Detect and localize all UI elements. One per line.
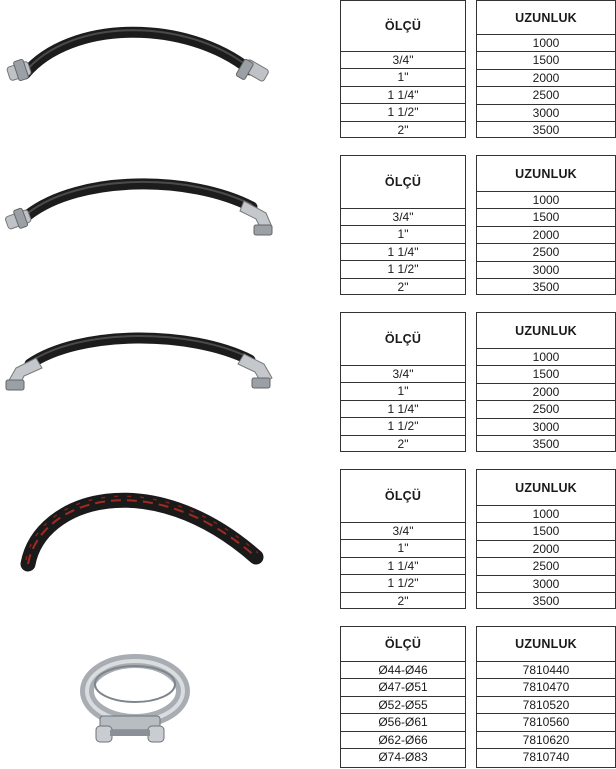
length-header: UZUNLUK — [477, 156, 615, 192]
length-cell: 2500 — [477, 401, 615, 418]
length-cell: 3000 — [477, 262, 615, 279]
size-cell: 1 1/4" — [341, 87, 465, 104]
product-row-2 — [0, 155, 616, 295]
length-cell: 7810440 — [477, 662, 615, 679]
length-cell: 2000 — [477, 227, 615, 244]
length-cell: 2000 — [477, 541, 615, 558]
size-cell: 3/4" — [341, 52, 465, 69]
size-cell: 1" — [341, 540, 465, 557]
size-cell: Ø47-Ø51 — [341, 679, 465, 696]
length-cell: 3500 — [532, 436, 560, 451]
hose-double-elbow-icon — [0, 312, 300, 452]
length-cell: 1000 — [477, 506, 615, 523]
length-cell: 7810520 — [477, 697, 615, 714]
size-cell: 2" — [397, 279, 409, 294]
length-cell: 2500 — [477, 558, 615, 575]
length-cell: 7810740 — [522, 749, 570, 764]
size-cell: 3/4" — [341, 366, 465, 383]
length-table — [476, 469, 616, 609]
length-cell: 7810620 — [477, 732, 615, 749]
size-cell: 1" — [341, 69, 465, 86]
length-cell: 2000 — [477, 384, 615, 401]
length-cell: 3500 — [532, 593, 560, 608]
size-table — [340, 155, 466, 295]
length-cell: 1500 — [477, 523, 615, 540]
size-cell: 2" — [397, 593, 409, 608]
hose-clamp-icon — [0, 626, 300, 766]
size-cell: 1 1/2" — [341, 575, 465, 592]
length-cell: 1500 — [477, 209, 615, 226]
size-cell: 1 1/2" — [341, 261, 465, 278]
length-cell: 3500 — [532, 122, 560, 137]
length-table — [476, 155, 616, 295]
size-cell: 2" — [397, 122, 409, 137]
length-header: UZUNLUK — [477, 313, 615, 349]
product-row-4 — [0, 469, 616, 609]
length-header: UZUNLUK — [477, 627, 615, 662]
size-cell: Ø44-Ø46 — [341, 662, 465, 679]
length-table — [476, 626, 616, 768]
length-cell: 2000 — [477, 70, 615, 87]
length-cell: 1500 — [477, 52, 615, 69]
hose-elbow-fitting-icon — [0, 155, 300, 295]
length-cell: 3500 — [532, 279, 560, 294]
size-cell: 3/4" — [341, 523, 465, 540]
length-cell: 7810470 — [477, 679, 615, 696]
length-cell: 7810560 — [477, 714, 615, 731]
size-header: ÖLÇÜ — [341, 313, 465, 366]
size-header: ÖLÇÜ — [341, 470, 465, 523]
size-cell: 1 1/2" — [341, 104, 465, 121]
size-cell: Ø62-Ø66 — [341, 732, 465, 749]
length-header: UZUNLUK — [477, 1, 615, 35]
length-cell: 1000 — [477, 35, 615, 52]
length-cell: 2500 — [477, 244, 615, 261]
size-cell: 2" — [397, 436, 409, 451]
product-row-3 — [0, 312, 616, 452]
size-header: ÖLÇÜ — [341, 156, 465, 209]
length-cell: 3000 — [477, 105, 615, 122]
size-cell: 3/4" — [341, 209, 465, 226]
size-cell: 1 1/2" — [341, 418, 465, 435]
length-cell: 3000 — [477, 419, 615, 436]
length-cell: 1000 — [477, 349, 615, 366]
length-table — [476, 0, 616, 138]
size-cell: Ø74-Ø83 — [378, 749, 428, 764]
size-table — [340, 312, 466, 452]
length-cell: 1500 — [477, 366, 615, 383]
length-header: UZUNLUK — [477, 470, 615, 506]
length-cell: 2500 — [477, 87, 615, 104]
length-table — [476, 312, 616, 452]
size-cell: 1" — [341, 383, 465, 400]
product-row-5 — [0, 626, 616, 766]
size-cell: Ø56-Ø61 — [341, 714, 465, 731]
size-cell: 1 1/4" — [341, 558, 465, 575]
size-cell: Ø52-Ø55 — [341, 697, 465, 714]
size-table — [340, 0, 466, 138]
size-header: ÖLÇÜ — [341, 1, 465, 52]
size-cell: 1 1/4" — [341, 401, 465, 418]
product-row-1 — [0, 0, 616, 140]
length-cell: 1000 — [477, 192, 615, 209]
length-cell: 3000 — [477, 576, 615, 593]
size-cell: 1" — [341, 226, 465, 243]
size-table — [340, 626, 466, 768]
hose-red-stripe-icon — [0, 469, 300, 609]
size-header: ÖLÇÜ — [341, 627, 465, 662]
hose-straight-fittings-icon — [0, 0, 300, 140]
size-table — [340, 469, 466, 609]
size-cell: 1 1/4" — [341, 244, 465, 261]
